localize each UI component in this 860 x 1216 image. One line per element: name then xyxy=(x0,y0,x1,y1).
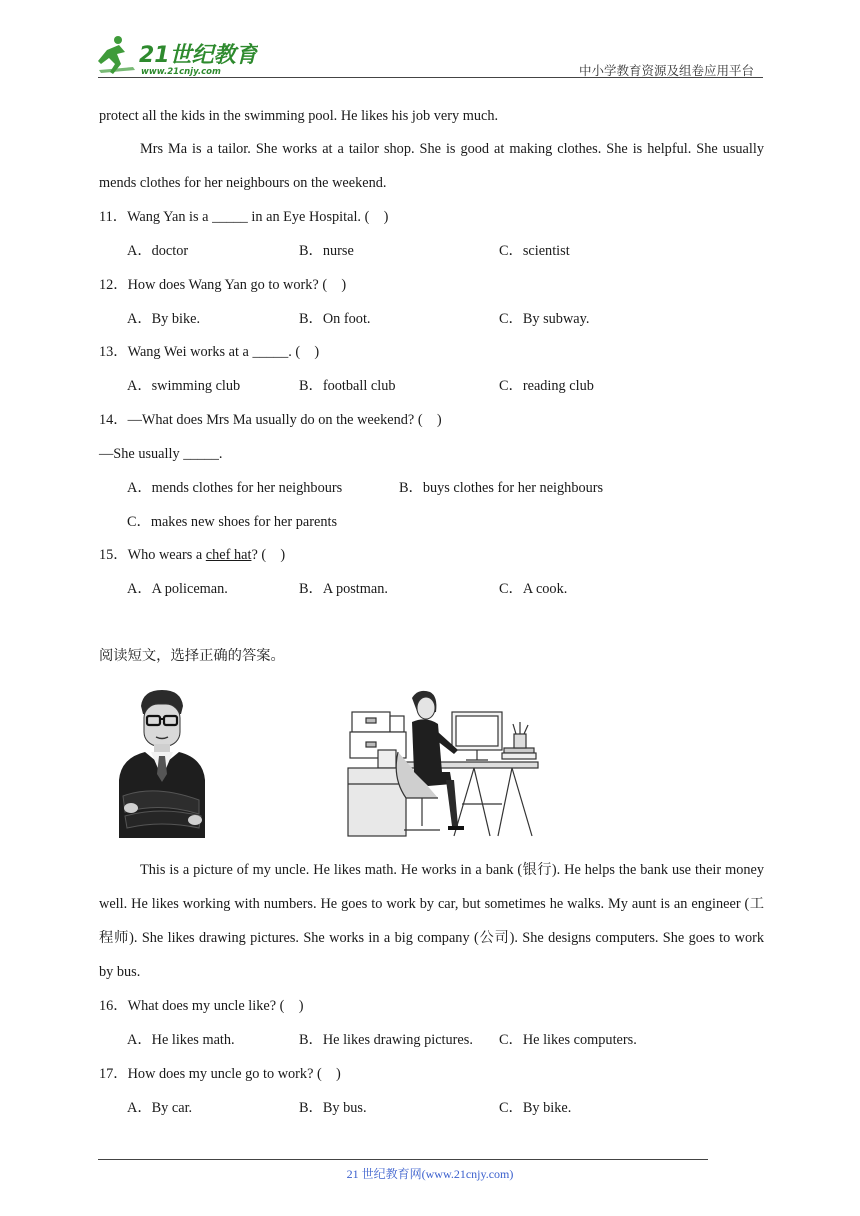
option-11b[interactable]: B．nurse xyxy=(299,243,354,259)
option-13b[interactable]: B．football club xyxy=(299,378,396,394)
option-13c[interactable]: C．reading club xyxy=(499,378,594,394)
option-16b[interactable]: B．He likes drawing pictures. xyxy=(299,1032,473,1048)
aunt-engineer-illustration xyxy=(342,688,542,840)
option-16c[interactable]: C．He likes computers. xyxy=(499,1032,637,1048)
option-15b[interactable]: B．A postman. xyxy=(299,581,388,597)
option-12b[interactable]: B．On foot. xyxy=(299,311,371,327)
question-14: 14．—What does Mrs Ma usually do on the weekend? ( ) xyxy=(99,412,442,428)
option-16a[interactable]: A．He likes math. xyxy=(127,1032,235,1048)
svg-text:www.21cnjy.com: www.21cnjy.com xyxy=(141,67,221,77)
question-13: 13．Wang Wei works at a _____. ( ) xyxy=(99,344,320,360)
svg-text:21世纪教育: 21世纪教育 xyxy=(139,43,258,68)
option-11a[interactable]: A．doctor xyxy=(127,243,189,259)
passage-line: protect all the kids in the swimming pool. He likes his job very much. xyxy=(99,108,499,124)
uncle-illustration xyxy=(115,688,210,843)
underlined-term: chef hat xyxy=(205,547,252,563)
passage-paragraph: Mrs Ma is a tailor. She works at a tailor shop. She is good at making clothes. She is helpful. She usually mends clothes for her neighbours on the weekend. xyxy=(99,141,764,191)
question-12: 12．How does Wang Yan go to work? ( ) xyxy=(99,277,347,293)
option-14b[interactable]: B．buys clothes for her neighbours xyxy=(399,480,604,496)
site-logo xyxy=(93,34,258,78)
option-17c[interactable]: C．By bike. xyxy=(499,1100,572,1116)
passage-b-paragraph: This is a picture of my uncle. He likes math. He works in a bank (银行). He helps the bank use their money well. He likes working with numbers. He goes to work by car, but sometimes he walks. My aunt is an engineer (工程师). She likes drawing pictures. She works in a big company (公司). She designs computers. She goes to work by bus. xyxy=(99,862,764,980)
option-12c[interactable]: C．By subway. xyxy=(499,311,590,327)
question-11: 11．Wang Yan is a _____ in an Eye Hospital. ( ) xyxy=(99,209,389,225)
option-14c[interactable]: C．makes new shoes for her parents xyxy=(127,514,338,530)
header-platform-text: 中小学教育资源及组卷应用平台 xyxy=(578,64,754,78)
option-12a[interactable]: A．By bike. xyxy=(127,311,201,327)
question-17: 17．How does my uncle go to work? ( ) xyxy=(99,1066,341,1082)
question-15: 15．Who wears a chef hat? ( ) xyxy=(99,547,286,563)
footer-divider xyxy=(98,1159,708,1160)
option-17a[interactable]: A．By car. xyxy=(127,1100,193,1116)
option-17b[interactable]: B．By bus. xyxy=(299,1100,367,1116)
footer-link[interactable]: 21 世纪教育网(www.21cnjy.com) xyxy=(346,1167,514,1181)
question-16: 16．What does my uncle like? ( ) xyxy=(99,998,304,1014)
option-15a[interactable]: A．A policeman. xyxy=(127,581,228,597)
option-13a[interactable]: A．swimming club xyxy=(127,378,241,394)
option-15c[interactable]: C．A cook. xyxy=(499,581,568,597)
section-instruction: 阅读短文，选择正确的答案。 xyxy=(99,648,285,664)
question-14-answer-line: —She usually _____. xyxy=(99,446,223,462)
header-divider xyxy=(98,77,763,78)
option-14a[interactable]: A．mends clothes for her neighbours xyxy=(127,480,343,496)
option-11c[interactable]: C．scientist xyxy=(499,243,570,259)
